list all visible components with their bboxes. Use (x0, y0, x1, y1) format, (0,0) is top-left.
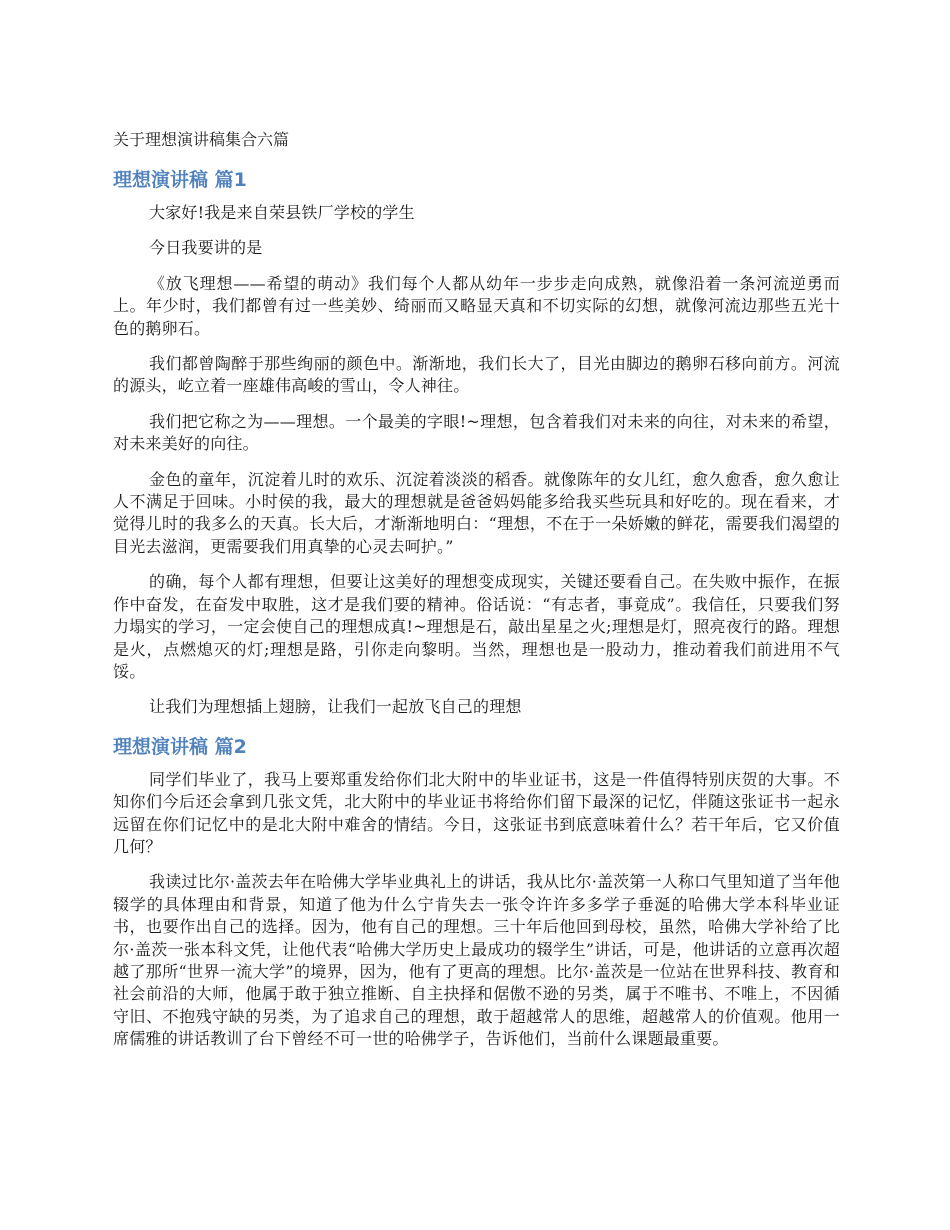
section-2 (113, 733, 840, 1051)
document-title: 关于理想演讲稿集合六篇 (113, 130, 290, 149)
paragraph: 同学们毕业了，我马上要郑重发给你们北大附中的毕业证书，这是一件值得特别庆贺的大事。不知你们今后还会拿到几张文凭，北大附中的毕业证书将给你们留下最深的记忆，伴随这张证书一起永远留在你们记忆中的是北大附中难舍的情结。今日，这张证书到底意味着什么？若干年后，它又价值几何？ (113, 769, 840, 856)
paragraph: 金色的童年，沉淀着儿时的欢乐、沉淀着淡淡的稻香。就像陈年的女儿红，愈久愈香，愈久愈让人不满足于回味。小时侯的我，最大的理想就是爸爸妈妈能多给我买些玩具和好吃的。现在看来，才觉得儿时的我多么的天真。长大后，才渐渐地明白：“理想，不在于一朵娇嫩的鲜花，需要我们渴望的目光去滋润，更需要我们用真挚的心灵去呵护。” (113, 469, 840, 556)
section-heading: 理想演讲稿 篇1 (113, 169, 247, 191)
paragraph: 《放飞理想——希望的萌动》我们每个人都从幼年一步步走向成熟，就像沿着一条河流逆勇而上。年少时，我们都曾有过一些美妙、绮丽而又略显天真和不切实际的幻想，就像河流边那些五光十色的鹅卵石。 (113, 273, 840, 338)
section-1 (113, 166, 840, 719)
paragraph: 今日我要讲的是 (149, 238, 263, 258)
section-heading: 理想演讲稿 篇2 (113, 735, 247, 758)
document-page (113, 112, 840, 1064)
paragraph: 我们都曾陶醉于那些绚丽的颜色中。渐渐地，我们长大了，目光由脚边的鹅卵石移向前方。河流的源头，屹立着一座雄伟高峻的雪山，令人神往。 (113, 354, 840, 396)
paragraph: 大家好!我是来自荣县铁厂学校的学生 (149, 203, 415, 222)
paragraph: 让我们为理想插上翅膀，让我们一起放飞自己的理想 (149, 697, 522, 717)
paragraph: 我读过比尔·盖茨去年在哈佛大学毕业典礼上的讲话，我从比尔·盖茨第一人称口气里知道了当年他辍学的具体理由和背景，知道了他为什么宁肯失去一张令许许多多学子垂涎的哈佛大学本科毕业证书，也要作出自己的选择。因为，他有自己的理想。三十年后他回到母校，虽然，哈佛大学补给了比尔·盖茨一张本科文凭，让他代表“哈佛大学历史上最成功的辍学生”讲话，可是，他讲话的立意再次超越了那所“世界一流大学”的境界，因为，他有了更高的理想。比尔·盖茨是一位站在世界科技、教育和社会前沿的大师，他属于敢于独立推断、自主抉择和倨傲不逊的另类，属于不唯书、不唯上，不因循守旧、不抱残守缺的另类，为了追求自己的理想，敢于超越常人的思维，超越常人的价值观。他用一席儒雅的讲话教训了台下曾经不可一世的哈佛学子，告诉他们，当前什么课题最重要。 (113, 872, 840, 1049)
paragraph: 我们把它称之为——理想。一个最美的字眼!~理想，包含着我们对未来的向往，对未来的希望，对未来美好的向往。 (113, 411, 840, 454)
paragraph: 的确，每个人都有理想，但要让这美好的理想变成现实，关键还要看自己。在失败中振作，在振作中奋发，在奋发中取胜，这才是我们要的精神。俗话说：“有志者，事竟成”。我信任，只要我们努力塌实的学习，一定会使自己的理想成真!~理想是石，敲出星星之火;理想是灯，照亮夜行的路。理想是火，点燃熄灭的灯;理想是路，引你走向黎明。当然，理想也是一股动力，推动着我们前进用不气馁。 (113, 572, 840, 681)
